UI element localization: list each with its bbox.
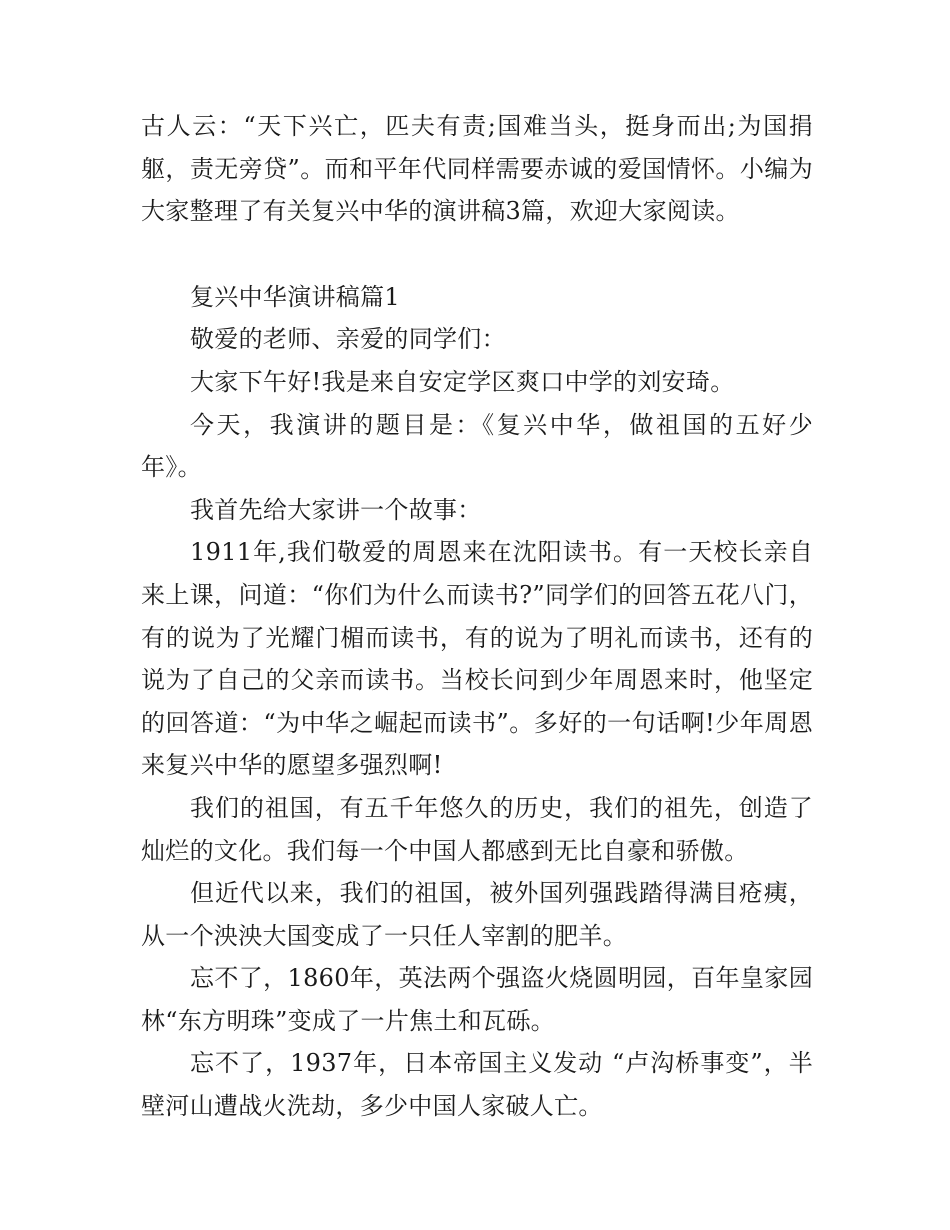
salutation: 敬爱的老师、亲爱的同学们： [190, 325, 506, 354]
document-page [141, 105, 813, 1128]
body-paragraph-modern: 但近代以来，我们的祖国，被外国列强践踏得满目疮痍，从一个泱泱大国变成了一只任人宰割的肥羊。 [141, 879, 813, 950]
paragraph-spacer [141, 233, 813, 276]
body-paragraph-story-intro: 我首先给大家讲一个故事： [190, 495, 482, 524]
body-paragraph-1937: 忘不了，1937年，日本帝国主义发动 “卢沟桥事变”，半壁河山遭战火洗劫，多少中国人家破人亡。 [141, 1049, 813, 1121]
body-paragraph-1860: 忘不了，1860年，英法两个强盗火烧圆明园，百年皇家园林“东方明珠”变成了一片焦土和瓦砾。 [141, 964, 813, 1035]
body-paragraph-topic: 今天，我演讲的题目是：《复兴中华，做祖国的五好少年》。 [141, 410, 813, 482]
section-title: 复兴中华演讲稿篇1 [190, 282, 400, 311]
body-paragraph-greeting: 大家下午好!我是来自安定学区爽口中学的刘安琦。 [190, 367, 735, 396]
intro-paragraph: 古人云：“天下兴亡，匹夫有责;国难当头，挺身而出;为国捐躯，责无旁贷”。而和平年代同样需要赤诚的爱国情怀。小编为大家整理了有关复兴中华的演讲稿3篇，欢迎大家阅读。 [141, 112, 813, 226]
body-paragraph-story: 1911年,我们敬爱的周恩来在沈阳读书。有一天校长亲自来上课，问道：“你们为什么而读书?”同学们的回答五花八门，有的说为了光耀门楣而读书，有的说为了明礼而读书，还有的说为了自己的父亲而读书。当校长问到少年周恩来时，他坚定的回答道：“为中华之崛起而读书”。多好的一句话啊!少年周恩来复兴中华的愿望多强烈啊! [141, 538, 813, 780]
body-paragraph-history: 我们的祖国，有五千年悠久的历史，我们的祖先，创造了灿烂的文化。我们每一个中国人都感到无比自豪和骄傲。 [141, 793, 813, 865]
